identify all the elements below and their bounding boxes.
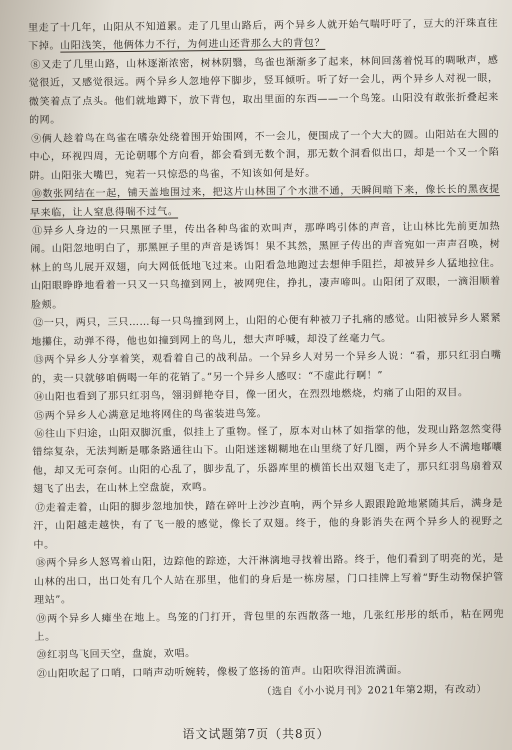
paragraph-text: ⑲两个异乡人瘫坐在地上。鸟笼的门打开，背包里的东西散落一地，几张红彤彤的纸币，粘在网兜上。: [34, 608, 505, 643]
paragraph-text: 里走了十几年，山阳从不知道累。走了几里山路后，两个异乡人就开始气喘吁吁了，豆大的汗珠直往下掉。: [28, 18, 499, 53]
paragraph-text: ⑨俩人趁着鸟在鸟雀在嗜杂处绕着围开始围网，不一会儿，便围成了一个大大的圆。山阳站在大圆的中心，环视四周，无论朝哪个方向看，都会看到无数个洞，那无数个洞看似出口，却是一个又一个陷阱。山阳张大嘴巴，宛若一只惊恐的鸟雀，不知该如何是好。: [29, 128, 500, 182]
paragraph-text: ⑮两个异乡人心满意足地将网住的鸟雀装进鸟笼。: [34, 408, 268, 422]
paragraph-text: ⑭山阳也看到了那只红羽鸟，翎羽鲜艳夺目，像一团火，在烈烈地燃烧，灼痛了山阳的双目。: [33, 387, 469, 404]
source-citation: （选自《小小说月刊》2021年第2期，有改动）: [261, 684, 488, 698]
underlined-sentence: ⑩数张网结在一起，铺天盖地围过来，把这片山林围了个水泄不通，天瞬间暗下来，像长长的黑夜提早来临，让人窒息得喘不过气。: [29, 184, 500, 219]
paragraph-p18: [34, 550, 505, 610]
paragraph-p16: [32, 421, 503, 500]
paragraph-text: ⑬两个异乡人分享着笑，观看着自己的战利品。一个异乡人对另一个异乡人说：“看，那只红羽白嘴的，卖一只就够咱俩喝一年的花销了。”另一个异乡人感叹：“不虚此行啊！”: [31, 350, 502, 385]
paragraph-text: 山阳没有敢张折叠起来的网。: [28, 91, 499, 127]
paragraph-p11: [30, 218, 501, 315]
paragraph-text: ⑪异乡人身边的一只黑匣子里，传出各种鸟雀的欢叫声，那哗鸣引体的声音，让山林比先前更加热闹。山阳忽地明白了，那黑匣子里的声音是诱饵！果不其然，黑匣子传出的声音宛如一声声召唤，树林上的鸟儿展开双翅，向大网低低地飞过来。山阳看急地跑过去想伸手阻拦，却被异乡人猛地拉住。山阳眼睁睁地看着一只又一只鸟撞到网上，被网兜住，挣扎，凄声啼叫。山阳闭了双眼，一滴泪顺着脸颊。: [30, 221, 501, 311]
paragraph-p21: [35, 661, 505, 684]
paragraph-p10: [30, 181, 500, 223]
paragraph-text: ⑰走着走着，山阳的脚步忽地加快，踏在碎叶上沙沙直响，两个异乡人跟跟跄跄地紧随其后，满身是汗，山阳越走越快，有了飞一般的感觉，像长了双翅。终于，他的身影消失在两个异乡人的视野之中。: [33, 497, 504, 551]
paragraph-text: ⑱两个异乡人怒骂着山阳，边踪他的踪迹，大汗淋漓地寻找着出路。终于，他们看到了明亮的光，是山林的出口，出口处有几个人站在那里，他们的身后是一栋房屋，门口挂牌上写着“野生动物保护管理站”。: [33, 553, 504, 607]
paragraph-p19: [34, 606, 504, 648]
article-body: [28, 15, 505, 705]
paragraph-text: ⑧又走了几里山路，山林逐渐浓密，树林阴翳，鸟雀也渐渐多了起来，林间回荡着悦耳的啁啾声，感觉很近，又感觉很远。两个异乡人忽地停下脚步，竖耳倾听。听了好一会儿，两个异乡人对视一眼，微笑着点了点头。他们就地蹲下，放下背包，取出里面的东西——一个鸟笼。: [28, 54, 499, 108]
paragraph-p-intro: [28, 15, 498, 57]
paragraph-text: ⑫一只，两只，三只……每一只鸟撞到网上，山阳的心便有种被刀子扎痛的感觉。山阳被异乡人紧紧地攥住，动弹不得，他也如撞到网上的鸟儿，想大声呼喊，却没了丝毫力气。: [31, 313, 502, 348]
page-footer: 语文试题第7页（共8页）: [182, 727, 330, 741]
paragraph-p12: [31, 310, 501, 352]
paragraph-text: ⑳红羽鸟飞回天空，盘旋，欢唱。: [36, 648, 196, 662]
paragraph-p17: [33, 495, 504, 555]
paragraph-p9: [29, 126, 500, 186]
paragraph-p13: [31, 347, 501, 389]
paragraph-text: ⑯往山下归途，山阳双脚沉重，似挂上了重物。怪了，原本对山林了如指掌的他，发现山路忽然变得错综复杂，无法判断是哪条路通往山下。山阳迷迷糊糊地在山里绕了好几圈，两个异乡人不满地嘟囔他，却又无可奈何。山阳的心乱了，脚步乱了，乐器库里的横笛长出双翅飞走了，那只红羽鸟扇着双翅飞了出去，在山林上空盘旋，欢鸣。: [32, 424, 503, 496]
paragraph-text: ㉑山阳吹起了口哨，口哨声动听婉转，像极了悠扬的笛声。山阳吹得泪流满面。: [36, 664, 408, 680]
underlined-sentence: 山阳浅笑，他俩体力不行，为何进山还背那么大的背包？: [60, 38, 326, 53]
paragraph-p8: [28, 52, 499, 131]
